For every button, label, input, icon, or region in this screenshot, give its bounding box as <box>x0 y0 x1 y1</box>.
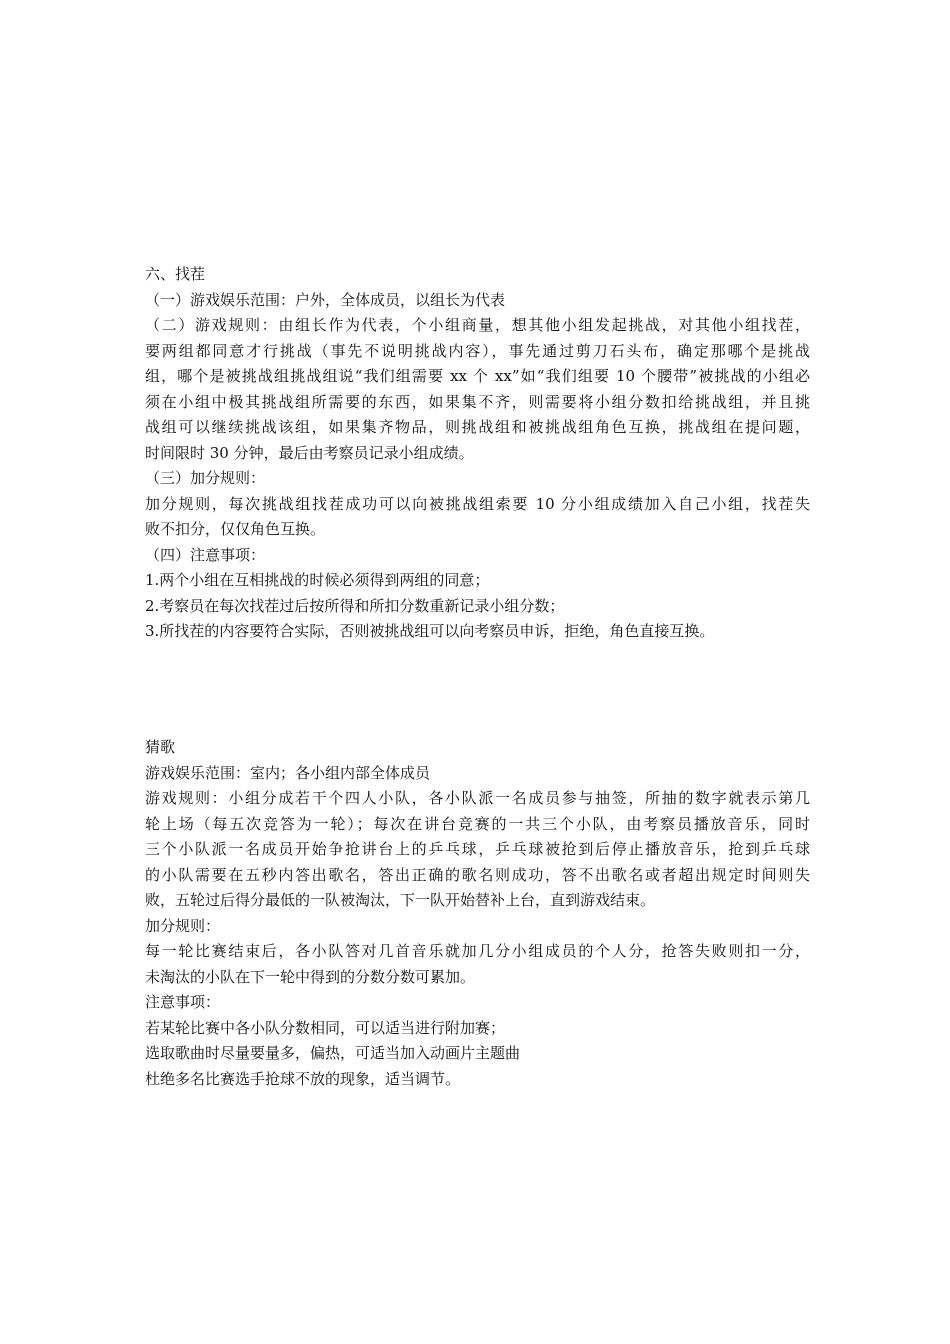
game-scope: （一）游戏娱乐范围：户外，全体成员，以组长为代表 <box>145 290 506 309</box>
notes-heading: （四）注意事项： <box>145 545 266 564</box>
rules-line: 时间限时 30 分钟，最后由考察员记录小组成绩。 <box>145 443 474 462</box>
note-item: 1.两个小组在互相挑战的时候必须得到两组的同意； <box>145 571 490 589</box>
scoring-heading: 加分规则： <box>145 916 221 935</box>
scoring-line: 每一轮比赛结束后，各小队答对几首音乐就加几分小组成员的个人分，抢答失败则扣一分， <box>145 942 810 960</box>
rules-line: （二）游戏规则：由组长作为代表，个小组商量，想其他小组发起挑战，对其他小组找茬， <box>145 316 810 334</box>
rules-line: 三个小队派一名成员开始争抢讲台上的乒乓球，乒乓球被抢到后停止播放音乐，抢到乒乓球 <box>145 840 810 858</box>
section-title: 猜歌 <box>145 738 176 756</box>
note-item: 杜绝多名比赛选手抢球不放的现象，适当调节。 <box>145 1069 461 1088</box>
note-item: 选取歌曲时尽量要量多，偏热，可适当加入动画片主题曲 <box>145 1044 521 1062</box>
rules-line: 的小队需要在五秒内答出歌名，答出正确的歌名则成功，答不出歌名或者超出规定时间则失 <box>145 865 810 884</box>
rules-line: 要两组都同意才行挑战（事先不说明挑战内容），事先通过剪刀石头布，确定那哪个是挑战 <box>145 341 810 360</box>
rules-line: 轮上场（每五次竞答为一轮）；每次在讲台竞赛的一共三个小队，由考察员播放音乐，同时 <box>145 814 810 833</box>
note-item: 若某轮比赛中各小队分数相同，可以适当进行附加赛； <box>145 1018 506 1037</box>
scoring-heading: （三）加分规则： <box>145 469 266 487</box>
rules-line: 组，哪个是被挑战组挑战组说“我们组需要 xx 个 xx”如“我们组要 10 个腰带”被挑战的小组必 <box>145 367 810 385</box>
scoring-line: 败不扣分，仅仅角色互换。 <box>145 520 326 538</box>
rules-line: 须在小组中极其挑战组所需要的东西，如果集不齐，则需要将小组分数扣给挑战组，并且挑 <box>145 392 810 411</box>
section-find-fault <box>145 262 810 645</box>
section-guess-song <box>145 735 810 1092</box>
scoring-line: 加分规则，每次挑战组找茬成功可以向被挑战组索要 10 分小组成绩加入自己小组，找茬失 <box>145 494 810 513</box>
rules-line: 败，五轮过后得分最低的一队被淘汰，下一队开始替补上台，直到游戏结束。 <box>145 891 656 909</box>
rules-line: 游戏规则：小组分成若干个四人小队，各小队派一名成员参与抽签，所抽的数字就表示第几 <box>145 789 810 807</box>
game-scope: 游戏娱乐范围：室内；各小组内部全体成员 <box>145 763 431 782</box>
note-item: 2.考察员在每次找茬过后按所得和所扣分数重新记录小组分数； <box>145 596 565 615</box>
section-title: 六、找茬 <box>145 265 206 283</box>
note-item: 3.所找茬的内容要符合实际，否则被挑战组可以向考察员申诉，拒绝，角色直接互换。 <box>145 622 715 640</box>
scoring-line: 未淘汰的小队在下一轮中得到的分数分数可累加。 <box>145 967 476 986</box>
rules-line: 战组可以继续挑战该组，如果集齐物品，则挑战组和被挑战组角色互换，挑战组在提问题， <box>145 418 810 436</box>
notes-heading: 注意事项： <box>145 993 221 1011</box>
